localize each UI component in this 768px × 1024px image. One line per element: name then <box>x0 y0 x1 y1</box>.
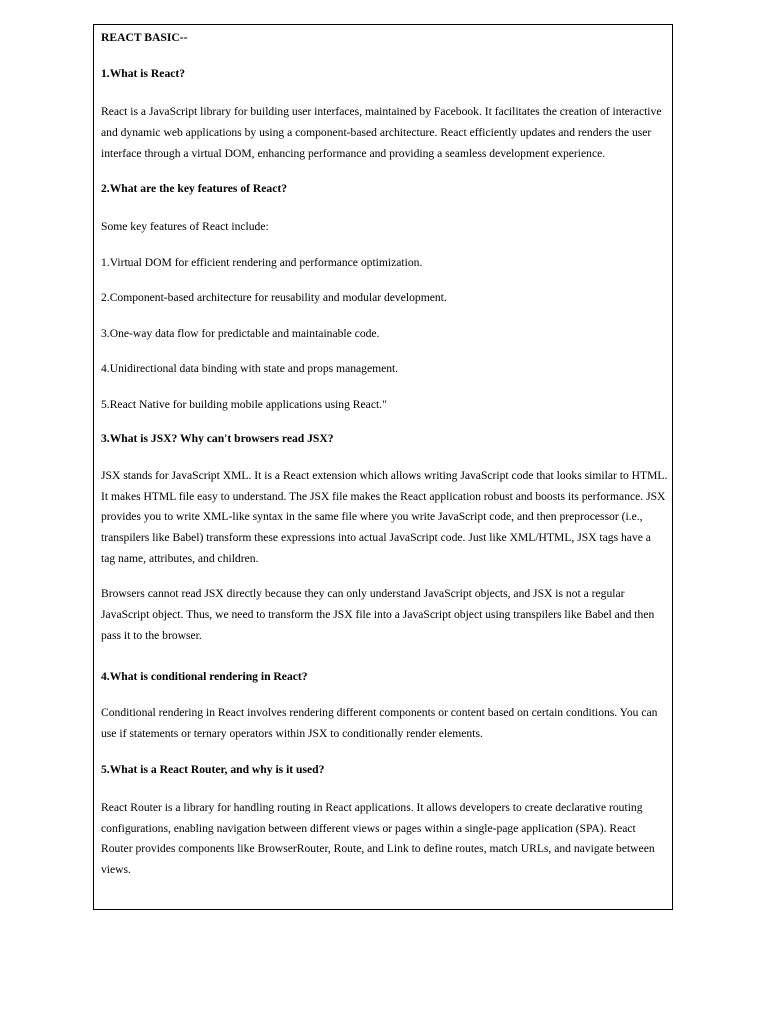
answer-4-line-1: Conditional rendering in React involves rendering different components or content based on certain conditions. You can <box>101 706 658 719</box>
features-intro: Some key features of React include: <box>101 220 269 233</box>
answer-3a-line-1: JSX stands for JavaScript XML. It is a React extension which allows writing JavaScript code that looks similar to HTML. <box>101 469 668 482</box>
feature-item-3: 3.One-way data flow for predictable and maintainable code. <box>101 327 380 340</box>
question-4-heading: 4.What is conditional rendering in React? <box>101 670 308 683</box>
answer-3a-line-3: provides you to write XML-like syntax in the same file where you write JavaScript code, and then preprocessor (i.e., <box>101 510 643 523</box>
document-title: REACT BASIC-- <box>101 31 188 44</box>
question-2-heading: 2.What are the key features of React? <box>101 182 287 195</box>
feature-item-1: 1.Virtual DOM for efficient rendering and performance optimization. <box>101 256 423 269</box>
answer-3a-line-5: tag name, attributes, and children. <box>101 552 259 565</box>
answer-3b-line-3: pass it to the browser. <box>101 629 202 642</box>
question-3-heading: 3.What is JSX? Why can't browsers read JSX? <box>101 432 334 445</box>
answer-1-line-2: and dynamic web applications by using a component-based architecture. React efficiently updates and renders the user <box>101 126 652 139</box>
answer-5-line-3: Router provides components like BrowserRouter, Route, and Link to define routes, match URLs, and navigate between <box>101 842 655 855</box>
answer-3b-line-2: JavaScript object. Thus, we need to transform the JSX file into a JavaScript object using transpilers like Babel and then <box>101 608 655 621</box>
answer-1-line-3: interface through a virtual DOM, enhancing performance and providing a seamless development experience. <box>101 147 606 160</box>
document-page <box>93 24 673 910</box>
answer-4-line-2: use if statements or ternary operators within JSX to conditionally render elements. <box>101 727 483 740</box>
answer-1-line-1: React is a JavaScript library for building user interfaces, maintained by Facebook. It facilitates the creation of interactive <box>101 105 662 118</box>
feature-item-4: 4.Unidirectional data binding with state and props management. <box>101 362 399 375</box>
answer-5-line-4: views. <box>101 863 131 876</box>
question-1-heading: 1.What is React? <box>101 67 186 80</box>
question-5-heading: 5.What is a React Router, and why is it used? <box>101 763 325 776</box>
feature-item-2: 2.Component-based architecture for reusability and modular development. <box>101 291 447 304</box>
answer-5-line-2: configurations, enabling navigation between different views or pages within a single-page application (SPA). React <box>101 822 636 835</box>
answer-3a-line-4: transpilers like Babel) transform these expressions into actual JavaScript code. Just like XML/HTML, JSX tags have a <box>101 531 651 544</box>
answer-5-line-1: React Router is a library for handling routing in React applications. It allows developers to create declarative routing <box>101 801 643 814</box>
answer-3b-line-1: Browsers cannot read JSX directly because they can only understand JavaScript objects, and JSX is not a regular <box>101 587 625 600</box>
answer-3a-line-2: It makes HTML file easy to understand. The JSX file makes the React application robust and boosts its performance. JSX <box>101 490 666 503</box>
feature-item-5: 5.React Native for building mobile applications using React." <box>101 398 387 411</box>
